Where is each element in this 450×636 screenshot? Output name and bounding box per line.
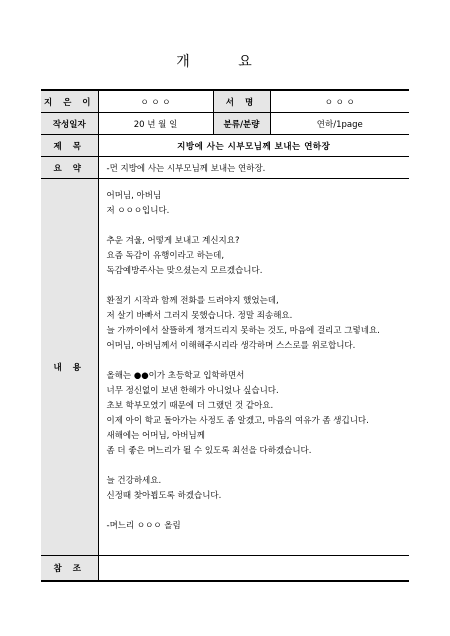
signature-label: 서 명 bbox=[213, 90, 270, 113]
content-line: 신정때 찾아뵙도록 하겠습니다. bbox=[106, 491, 222, 501]
content-line: 너무 정신없이 보낸 한해가 아니었나 싶습니다. bbox=[106, 386, 279, 396]
content-body bbox=[98, 179, 409, 556]
content-blank-line bbox=[107, 279, 402, 294]
content-lines bbox=[107, 189, 402, 534]
content-blank-line bbox=[107, 459, 402, 474]
content-line: 늘 가까이에서 살뜰하게 챙겨드리지 못하는 것도, 마음에 걸리고 그렇네요. bbox=[106, 326, 380, 336]
reference-row bbox=[41, 556, 409, 582]
content-line: -며느리 ㅇㅇㅇ 올림 bbox=[106, 521, 181, 531]
content-blank-line bbox=[107, 504, 402, 519]
content-line: 좀 더 좋은 며느리가 될 수 있도록 최선을 다하겠습니다. bbox=[106, 446, 312, 456]
summary-label: 요 약 bbox=[41, 157, 98, 179]
subject-label: 제 목 bbox=[41, 135, 98, 157]
content-line: 이제 아이 학교 돌아가는 사정도 좀 알겠고, 마음의 여유가 좀 생깁니다. bbox=[106, 416, 369, 426]
author-label: 지 은 이 bbox=[41, 90, 98, 113]
content-label: 내 용 bbox=[41, 179, 98, 556]
date-label: 작성일자 bbox=[41, 113, 98, 135]
author-row bbox=[41, 90, 409, 113]
document-form-table bbox=[41, 89, 409, 582]
content-line: 저 살기 바빠서 그러지 못했습니다. 정말 죄송해요. bbox=[106, 311, 293, 321]
category-value: 연하/1page bbox=[270, 113, 409, 135]
author-value: ㅇ ㅇ ㅇ bbox=[98, 90, 213, 113]
subject-value: 지방에 사는 시부모님께 보내는 연하장 bbox=[98, 135, 409, 157]
date-row bbox=[41, 113, 409, 135]
summary-row bbox=[41, 157, 409, 179]
content-line: 늘 건강하세요. bbox=[106, 476, 162, 486]
subject-row bbox=[41, 135, 409, 157]
content-line: 초보 학부모였기 때문에 더 그랬던 것 같아요. bbox=[106, 401, 274, 411]
content-line: 새해에는 어머님, 아버님께 bbox=[106, 431, 205, 441]
date-value: 20 년 월 일 bbox=[98, 113, 213, 135]
reference-value bbox=[98, 556, 409, 582]
reference-label: 참 조 bbox=[41, 556, 98, 582]
page-title: 개 요 bbox=[176, 54, 274, 70]
signature-value: ㅇ ㅇ ㅇ bbox=[270, 90, 409, 113]
content-row bbox=[41, 179, 409, 556]
content-line: 추운 겨울, 어떻게 보내고 계신지요? bbox=[106, 236, 240, 246]
content-line: 어머님, 아버님께서 이해해주시리라 생각하며 스스로를 위로합니다. bbox=[106, 341, 356, 351]
content-line: 환절기 시작과 함께 전화를 드려야지 했었는데, bbox=[106, 296, 279, 306]
content-line: 저 ㅇㅇㅇ입니다. bbox=[106, 206, 170, 216]
content-blank-line bbox=[107, 354, 402, 369]
content-line: 요즘 독감이 유행이라고 하는데, bbox=[106, 251, 225, 261]
content-line: 올해는 ●●이가 초등학교 입학하면서 bbox=[106, 371, 245, 381]
content-line: 독감예방주사는 맞으셨는지 모르겠습니다. bbox=[106, 266, 263, 276]
category-label: 분류/분량 bbox=[213, 113, 270, 135]
summary-value: -먼 지방에 사는 시부모님께 보내는 연하장. bbox=[98, 157, 409, 179]
content-blank-line bbox=[107, 219, 402, 234]
content-line: 어머님, 아버님 bbox=[106, 191, 162, 201]
